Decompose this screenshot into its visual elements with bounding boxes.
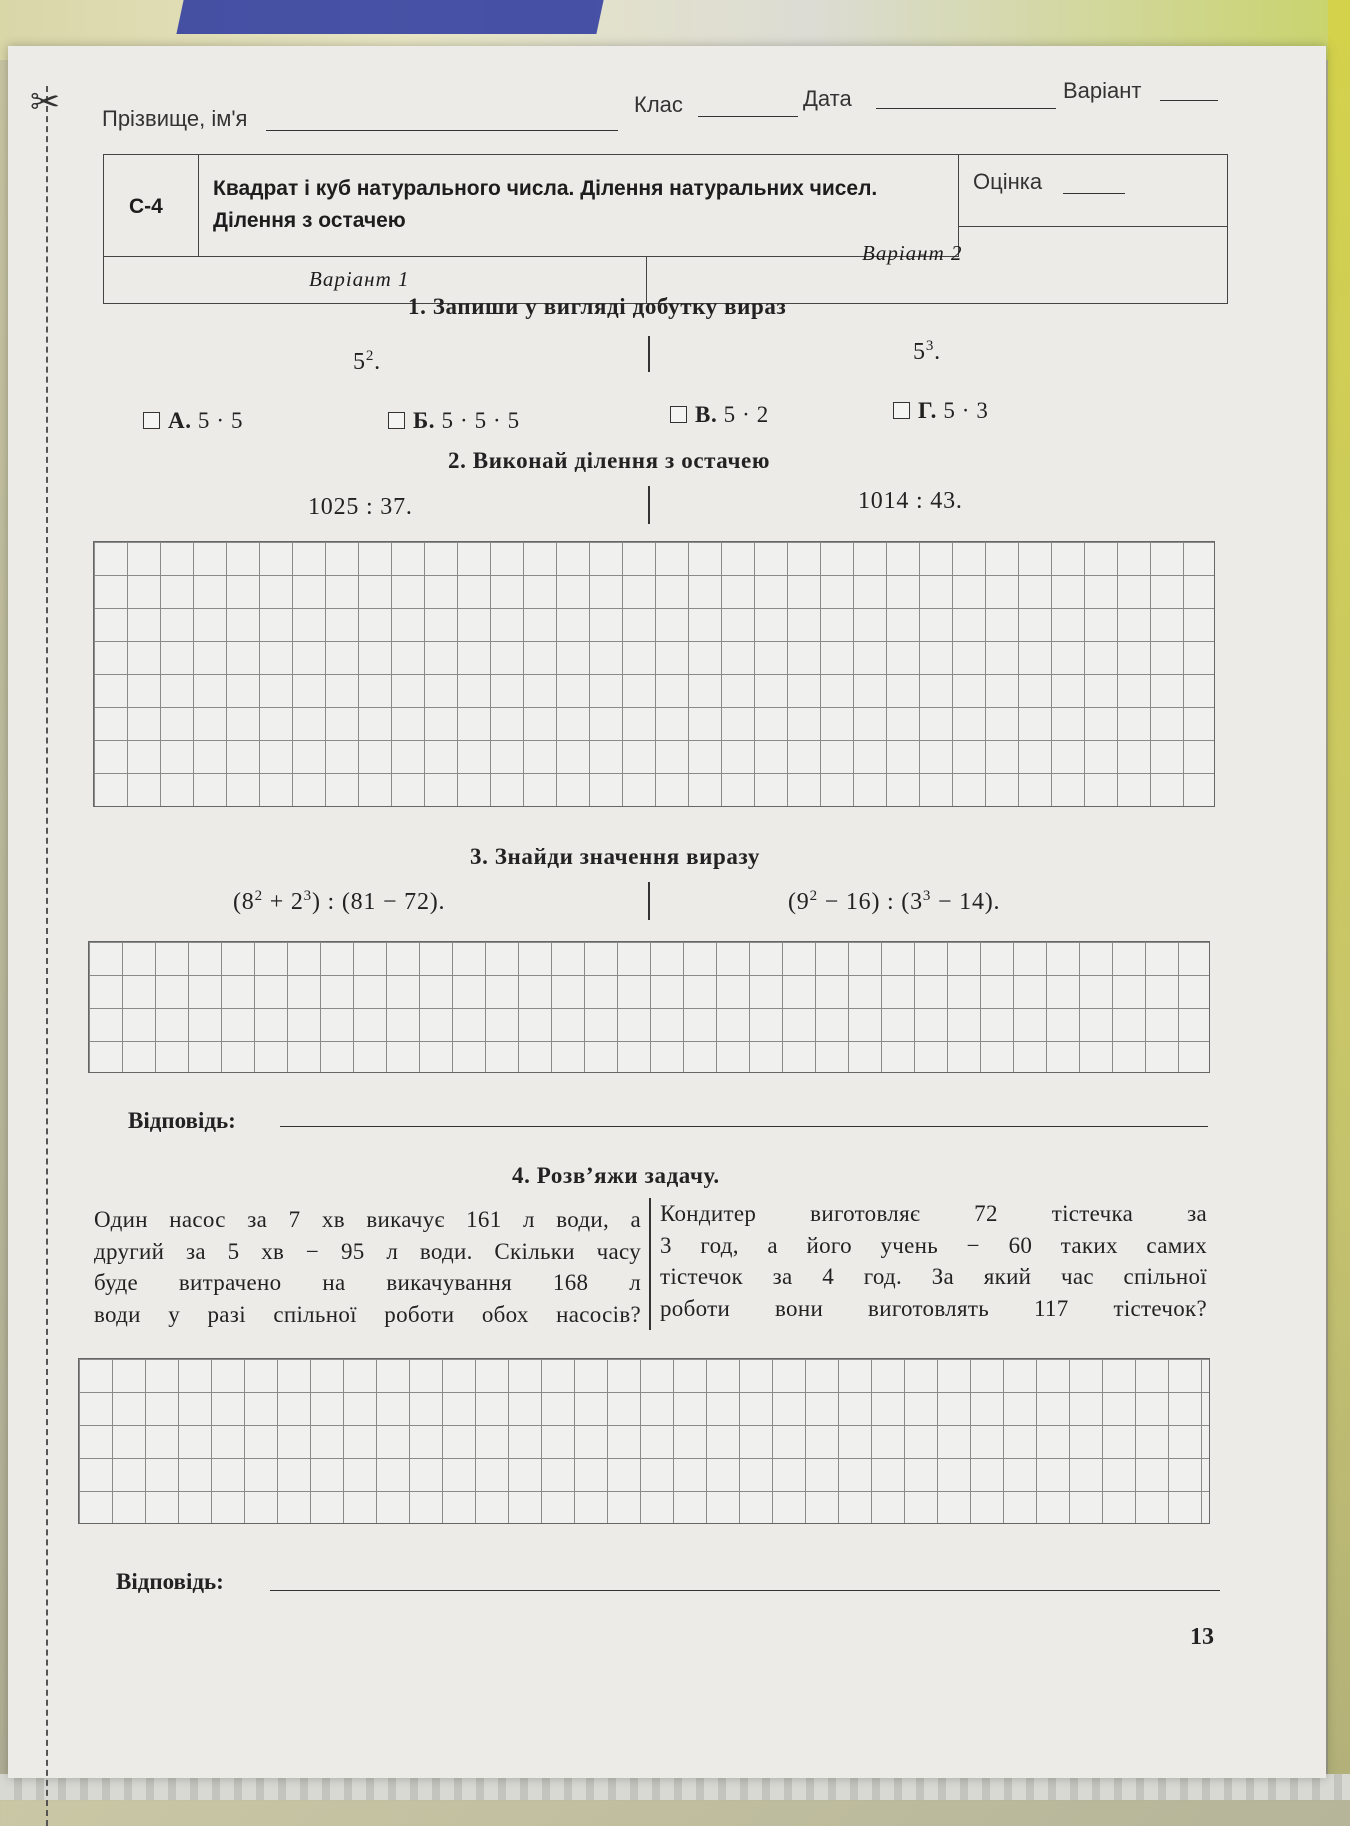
expr-part: (9 — [788, 889, 810, 915]
task4-variant2-problem — [660, 1198, 1207, 1324]
task4-title: 4. Розв’яжи задачу. — [512, 1163, 720, 1188]
option-a[interactable] — [143, 408, 243, 434]
option-b[interactable] — [388, 408, 520, 434]
problem-line: буде витрачено на викачування 168 л — [94, 1270, 641, 1295]
grade-cell — [959, 155, 1227, 227]
problem-line: 3 год, а його учень − 60 таких самих — [660, 1232, 1207, 1258]
grade-label: Оцінка — [973, 169, 1043, 194]
task2-title: 2. Виконай ділення з остачею — [448, 448, 771, 473]
power-base: 5 — [913, 339, 926, 365]
problem-line: роботи вони виготовлять 117 тістечок? — [660, 1295, 1207, 1321]
variant2-cell — [647, 227, 1227, 303]
checkbox-icon[interactable] — [670, 406, 687, 423]
problem-line: тістечок за 4 год. За який час спільної — [660, 1264, 1207, 1289]
task1-title: 1. Запиши у вигляді добутку вираз — [408, 294, 787, 319]
power-exponent: 3 — [922, 888, 932, 904]
name-field[interactable] — [266, 130, 618, 131]
variant-field[interactable] — [1160, 100, 1218, 101]
option-letter: Б. — [413, 408, 436, 433]
option-text: 5 · 5 — [197, 408, 244, 433]
variant2-heading: Варіант 2 — [862, 241, 963, 265]
power-exponent: 2 — [254, 888, 263, 904]
power-exponent: 2 — [809, 888, 818, 904]
option-text: 5 · 2 — [723, 402, 769, 427]
name-label: Прізвище, ім'я — [102, 106, 248, 131]
variant-divider — [648, 486, 650, 524]
problem-line: Один насос за 7 хв викачує 161 л води, а — [94, 1207, 641, 1232]
date-field[interactable] — [876, 108, 1056, 109]
expression-period: . — [374, 349, 381, 375]
problem-line: другий за 5 хв − 95 л води. Скільки часу — [94, 1238, 641, 1264]
problem-line: Кондитер виготовляє 72 тістечка за — [660, 1201, 1207, 1226]
task3-variant2-expression — [788, 888, 1000, 916]
checkbox-icon[interactable] — [388, 412, 405, 429]
task3-title: 3. Знайди значення виразу — [470, 844, 760, 869]
expr-part: ) : (81 − 72). — [311, 889, 446, 915]
scissors-icon: ✂ — [30, 82, 61, 123]
task3-answer-label: Відповідь: — [128, 1108, 236, 1133]
background-right — [1328, 0, 1350, 1800]
option-text: 5 · 5 · 5 — [441, 408, 520, 433]
power-exponent: 2 — [365, 348, 375, 364]
cut-line — [46, 86, 48, 1826]
topic-title-line1: Квадрат і куб натурального числа. Ділення натуральних чисел. — [213, 177, 878, 200]
power-base: 5 — [353, 349, 366, 375]
problem-line: води у разі спільної роботи обох насосів? — [94, 1301, 641, 1327]
option-v[interactable] — [670, 402, 769, 428]
class-label: Клас — [634, 92, 683, 117]
task1-variant2-expression — [913, 338, 941, 366]
class-field[interactable] — [698, 116, 798, 117]
checkbox-icon[interactable] — [893, 402, 910, 419]
variant-divider — [649, 1198, 651, 1330]
variant-label: Варіант — [1063, 78, 1142, 103]
option-letter: Г. — [918, 398, 937, 423]
variant1-heading: Варіант 1 — [309, 267, 410, 291]
topic-code: С-4 — [129, 195, 163, 218]
task2-work-grid[interactable] — [93, 541, 1215, 807]
background-band — [176, 0, 603, 34]
expr-part: (8 — [233, 889, 255, 915]
option-letter: В. — [695, 402, 718, 427]
task4-variant1-problem — [94, 1204, 641, 1330]
power-exponent: 3 — [925, 338, 935, 354]
power-exponent: 3 — [303, 888, 312, 904]
task2-variant2-expression: 1014 : 43. — [858, 488, 963, 514]
task2-variant1-expression: 1025 : 37. — [308, 494, 413, 520]
grade-field[interactable] — [1063, 193, 1125, 194]
option-text: 5 · 3 — [943, 398, 989, 423]
task4-answer-field[interactable] — [270, 1590, 1220, 1591]
option-g[interactable] — [893, 398, 989, 424]
task3-answer-field[interactable] — [280, 1126, 1208, 1127]
worksheet-page — [8, 46, 1326, 1778]
topic-table — [103, 154, 1228, 304]
code-cell — [104, 155, 199, 257]
page-number: 13 — [1190, 1624, 1214, 1650]
checkbox-icon[interactable] — [143, 412, 160, 429]
expression-period: . — [934, 339, 941, 365]
date-label: Дата — [803, 86, 852, 111]
topic-title-line2: Ділення з остачею — [213, 209, 406, 232]
expr-part: − 14). — [931, 889, 1001, 915]
variant-divider — [648, 336, 650, 372]
task4-answer-label: Відповідь: — [116, 1569, 224, 1594]
task3-work-grid[interactable] — [88, 941, 1210, 1073]
expr-part: − 16) : (3 — [817, 889, 923, 915]
task3-variant1-expression — [233, 888, 445, 916]
expr-part: + 2 — [262, 889, 304, 915]
task4-work-grid[interactable] — [78, 1358, 1210, 1524]
option-letter: А. — [168, 408, 192, 433]
variant-divider — [648, 882, 650, 920]
task1-variant1-expression — [353, 348, 381, 376]
